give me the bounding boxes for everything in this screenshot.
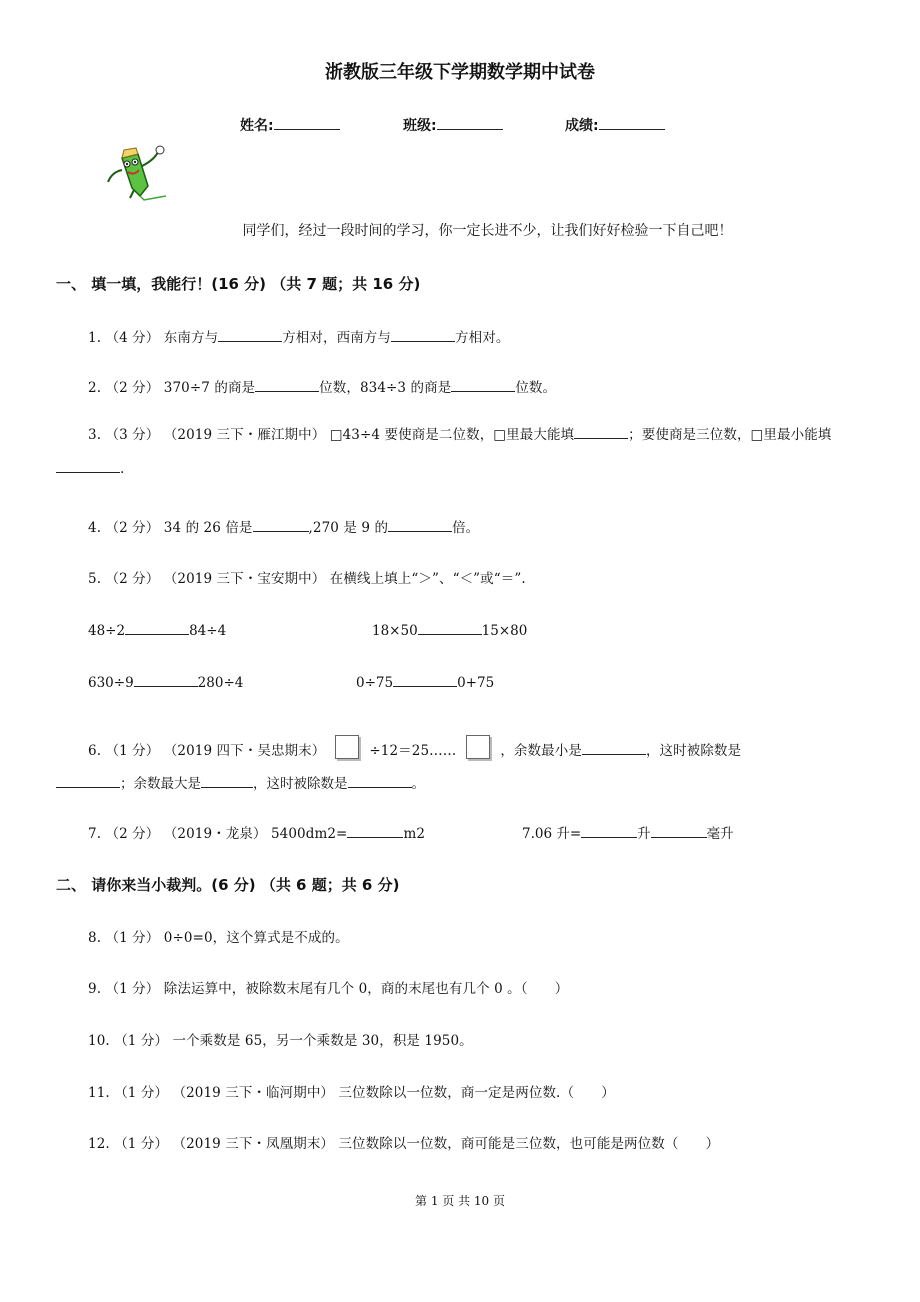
q10-text: 一个乘数是 65，另一个乘数是 30，积是 1950。	[172, 1033, 473, 1049]
q2-text-2: 位数，834÷3 的商是	[319, 380, 452, 396]
class-label: 班级:	[403, 118, 437, 134]
q5-number: 5.	[88, 571, 102, 587]
q5-compare-d	[356, 672, 494, 691]
q5-a-right: 84÷4	[189, 623, 227, 639]
q2-text-3: 位数。	[515, 380, 557, 396]
question-1	[88, 326, 509, 346]
q6-blank-3[interactable]	[201, 773, 253, 788]
q1-number: 1.	[88, 330, 102, 346]
question-2	[88, 376, 556, 396]
class-field[interactable]	[403, 115, 503, 135]
q6-source: （2019 四下・吴忠期末）	[163, 743, 326, 759]
question-4	[88, 516, 479, 536]
score-field[interactable]	[565, 115, 665, 135]
q3-source: （2019 三下・雁江期中）	[163, 427, 326, 443]
q2-text-1: 370÷7 的商是	[163, 380, 256, 396]
q7-text-1: 5400dm2=	[270, 826, 348, 842]
q11-source: （2019 三下・临河期中）	[172, 1085, 335, 1101]
q11-score: （1 分）	[114, 1085, 169, 1101]
score-label: 成绩:	[565, 118, 599, 134]
q7-blank-3[interactable]	[651, 823, 707, 838]
q4-score: （2 分）	[105, 520, 160, 536]
square-box-icon	[466, 735, 490, 759]
q6-number: 6.	[88, 743, 102, 759]
score-blank[interactable]	[599, 115, 665, 130]
q3-text-2: ；要使商是三位数，□里最小能填	[628, 427, 832, 443]
q8-text: 0÷0=0，这个算式是不成的。	[163, 930, 349, 946]
q11-text: 三位数除以一位数，商一定是两位数.（ ）	[338, 1085, 615, 1101]
q5-score: （2 分）	[105, 571, 160, 587]
q3-blank-2[interactable]	[56, 458, 120, 473]
q1-blank-2[interactable]	[391, 327, 455, 342]
q5-compare-c	[88, 672, 243, 691]
q1-text-2: 方相对，西南方与	[282, 330, 392, 346]
q11-number: 11.	[88, 1085, 110, 1101]
q7-text-4: 升	[637, 826, 651, 842]
q4-blank-1[interactable]	[253, 517, 309, 532]
q2-blank-1[interactable]	[255, 377, 319, 392]
section-1-title: 一、 填一填，我能行！(16 分) （共 7 题；共 16 分)	[56, 275, 421, 293]
question-12	[88, 1132, 719, 1152]
q5-compare-b	[372, 620, 527, 639]
q6-text-3: ，这时被除数是	[645, 743, 742, 759]
q5-c-blank[interactable]	[134, 672, 198, 687]
q4-text-2: ,270 是 9 的	[308, 520, 389, 536]
q2-blank-2[interactable]	[451, 377, 515, 392]
q5-b-right: 15×80	[481, 623, 528, 639]
q8-number: 8.	[88, 930, 102, 946]
question-8	[88, 926, 349, 946]
q6-text-6: 。	[411, 776, 425, 792]
page-title: 浙教版三年级下学期数学期中试卷	[325, 62, 595, 83]
square-box-icon	[335, 735, 359, 759]
q12-score: （1 分）	[114, 1136, 169, 1152]
q6-text-2: ，余数最小是	[500, 743, 582, 759]
q7-blank-1[interactable]	[347, 823, 403, 838]
question-10	[88, 1029, 473, 1049]
q4-text-1: 34 的 26 倍是	[163, 520, 253, 536]
q5-text-1: 在横线上填上“＞”、“＜”或“＝”.	[329, 571, 526, 587]
q6-text-5: ，这时被除数是	[253, 776, 348, 792]
q3-blank-1[interactable]	[574, 424, 628, 439]
q5-c-left: 630÷9	[88, 675, 134, 691]
q7-number: 7.	[88, 826, 102, 842]
q6-score: （1 分）	[105, 743, 160, 759]
q5-source: （2019 三下・宝安期中）	[163, 571, 326, 587]
q5-compare-a	[88, 620, 226, 639]
q4-blank-2[interactable]	[388, 517, 452, 532]
q4-text-3: 倍。	[452, 520, 480, 536]
q5-d-right: 0+75	[457, 675, 495, 691]
q7-text-2: m2	[403, 826, 426, 842]
q1-blank-1[interactable]	[218, 327, 282, 342]
question-5	[88, 567, 526, 587]
question-7-part-2	[522, 822, 734, 842]
section-2-title: 二、 请你来当小裁判。(6 分) （共 6 题；共 6 分)	[56, 876, 400, 894]
q5-b-left: 18×50	[372, 623, 418, 639]
question-6-cont	[56, 772, 425, 792]
q9-number: 9.	[88, 981, 102, 997]
q3-text-3: .	[120, 461, 125, 477]
q5-d-blank[interactable]	[393, 672, 457, 687]
q1-text-3: 方相对。	[455, 330, 510, 346]
question-11	[88, 1081, 615, 1101]
q5-a-left: 48÷2	[88, 623, 126, 639]
q1-score: （4 分）	[105, 330, 160, 346]
q6-text-1: ÷12＝25……	[369, 743, 457, 759]
q6-text-4: ；余数最大是	[120, 776, 201, 792]
question-7	[88, 822, 425, 842]
q9-text: 除法运算中，被除数末尾有几个 0，商的末尾也有几个 0 。（ ）	[163, 981, 569, 997]
name-field[interactable]	[240, 115, 340, 135]
q6-blank-4[interactable]	[348, 773, 412, 788]
q7-source: （2019・龙泉）	[163, 826, 267, 842]
question-3	[56, 418, 866, 486]
question-6	[88, 735, 741, 759]
pencil-mascot-icon	[104, 142, 176, 206]
q4-number: 4.	[88, 520, 102, 536]
q10-number: 10.	[88, 1033, 110, 1049]
q12-text: 三位数除以一位数，商可能是三位数，也可能是两位数（ ）	[338, 1136, 720, 1152]
q5-c-right: 280÷4	[197, 675, 244, 691]
name-blank[interactable]	[274, 115, 340, 130]
q2-score: （2 分）	[105, 380, 160, 396]
greeting-text: 同学们，经过一段时间的学习，你一定长进不少，让我们好好检验一下自己吧！	[242, 223, 733, 239]
page-footer: 第 1 页 共 10 页	[415, 1194, 505, 1208]
q5-b-blank[interactable]	[418, 620, 482, 635]
q6-blank-2[interactable]	[56, 773, 120, 788]
question-9	[88, 977, 568, 997]
class-blank[interactable]	[437, 115, 503, 130]
q3-number: 3.	[88, 427, 102, 443]
q9-score: （1 分）	[105, 981, 160, 997]
q10-score: （1 分）	[114, 1033, 169, 1049]
q7-blank-2[interactable]	[581, 823, 637, 838]
q6-blank-1[interactable]	[582, 740, 646, 755]
q7-score: （2 分）	[105, 826, 160, 842]
q12-number: 12.	[88, 1136, 110, 1152]
q2-number: 2.	[88, 380, 102, 396]
q5-a-blank[interactable]	[125, 620, 189, 635]
q7-text-3: 7.06 升=	[522, 826, 582, 842]
q1-text-1: 东南方与	[163, 330, 219, 346]
name-label: 姓名:	[240, 118, 274, 134]
q7-text-5: 毫升	[706, 826, 734, 842]
q5-d-left: 0÷75	[356, 675, 394, 691]
q3-score: （3 分）	[105, 427, 160, 443]
q8-score: （1 分）	[105, 930, 160, 946]
q3-text-1: □43÷4 要使商是二位数，□里最大能填	[329, 427, 575, 443]
q12-source: （2019 三下・凤凰期末）	[172, 1136, 335, 1152]
